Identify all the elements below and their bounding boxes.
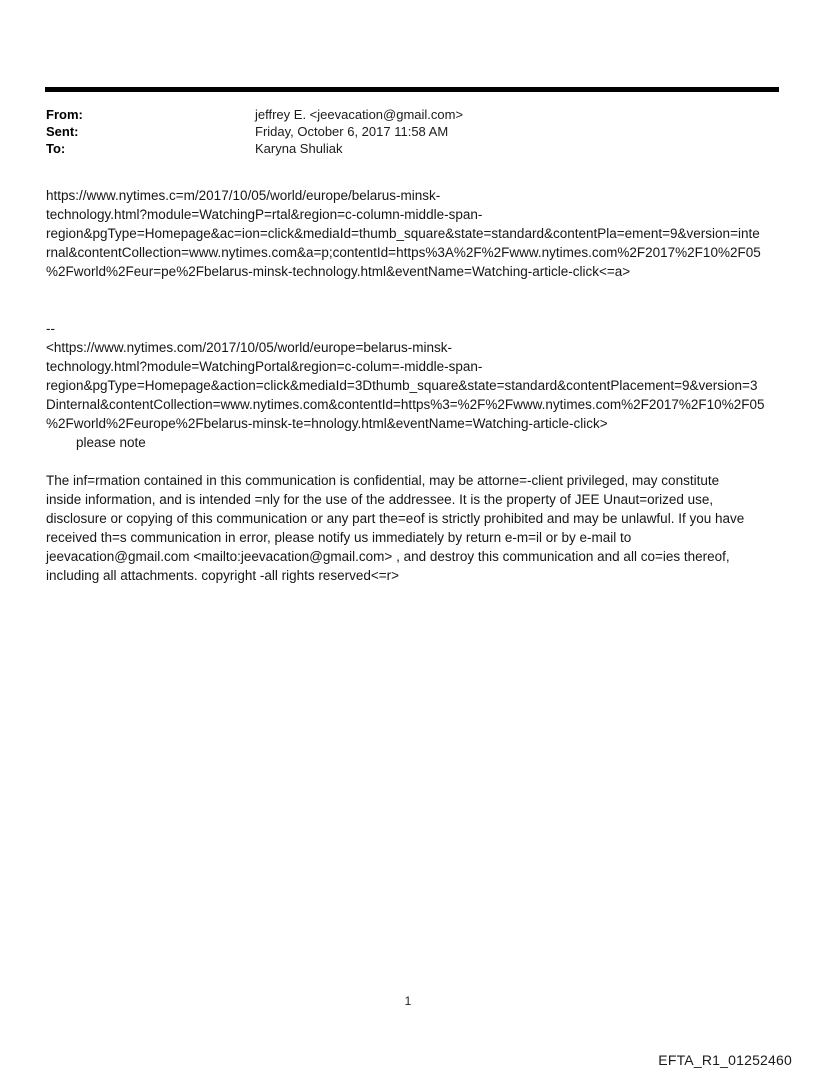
body-line xyxy=(46,281,786,300)
from-value: jeffrey E. <jeevacation@gmail.com> xyxy=(255,107,464,122)
header-divider-rule xyxy=(45,87,779,92)
email-header xyxy=(46,106,746,157)
sent-value: Friday, October 6, 2017 11:58 AM xyxy=(255,124,449,139)
body-line: rnal&contentCollection=www.nytimes.com&a=p;contentId=https%3A%2F%2Fwww.nytimes.com%2F2017%2F10%2F05 xyxy=(46,245,761,260)
body-line: disclosure or copying of this communication or any part the=eof is strictly prohibited and may be unlawful. If you have xyxy=(46,511,745,526)
header-row-sent xyxy=(46,123,746,140)
from-label: From: xyxy=(46,107,83,122)
body-line: technology.html?module=WatchingP=rtal&region=c-column-middle-span- xyxy=(46,207,483,222)
body-line: https://www.nytimes.c=m/2017/10/05/world/europe/belarus-minsk- xyxy=(46,188,441,203)
email-body xyxy=(46,186,786,585)
body-line: region&pgType=Homepage&action=click&mediaId=3Dthumb_square&state=standard&contentPlacement=9&version=3 xyxy=(46,378,758,393)
body-line: region&pgType=Homepage&ac=ion=click&mediaId=thumb_square&state=standard&contentPla=ement=9&version=inte xyxy=(46,226,760,241)
body-line: %2Fworld%2Feurope%2Fbelarus-minsk-te=hnology.html&eventName=Watching-article-click> xyxy=(46,416,608,431)
body-line: including all attachments. copyright -all rights reserved<=r> xyxy=(46,568,400,583)
body-line: -- xyxy=(46,321,55,336)
page-number: 1 xyxy=(404,994,412,1008)
sent-label: Sent: xyxy=(46,124,79,139)
body-line xyxy=(46,452,786,471)
body-line: Dinternal&contentCollection=www.nytimes.com&contentId=https%3=%2F%2Fwww.nytimes.com%2F2017%2F10%2F05 xyxy=(46,397,765,412)
body-line: please note xyxy=(46,435,146,450)
body-line: jeevacation@gmail.com <mailto:jeevacation@gmail.com> , and destroy this communication and all co=ies thereof, xyxy=(46,549,730,564)
bates-number: EFTA_R1_01252460 xyxy=(658,1052,792,1068)
to-label: To: xyxy=(46,141,66,156)
body-line: The inf=rmation contained in this communication is confidential, may be attorne=-client privileged, may constitute xyxy=(46,473,720,488)
body-line: received th=s communication in error, please notify us immediately by return e-m=il or by e-mail to xyxy=(46,530,632,545)
to-value: Karyna Shuliak xyxy=(255,141,343,156)
header-row-from xyxy=(46,106,746,123)
body-line xyxy=(46,300,786,319)
body-line: inside information, and is intended =nly for the use of the addressee. It is the property of JEE Unaut=orized use, xyxy=(46,492,714,507)
body-line: technology.html?module=WatchingPortal&region=c-colum=-middle-span- xyxy=(46,359,483,374)
body-line: <https://www.nytimes.com/2017/10/05/world/europe=belarus-minsk- xyxy=(46,340,452,355)
header-row-to xyxy=(46,140,746,157)
body-line: %2Fworld%2Feur=pe%2Fbelarus-minsk-technology.html&eventName=Watching-article-click<=a> xyxy=(46,264,631,279)
